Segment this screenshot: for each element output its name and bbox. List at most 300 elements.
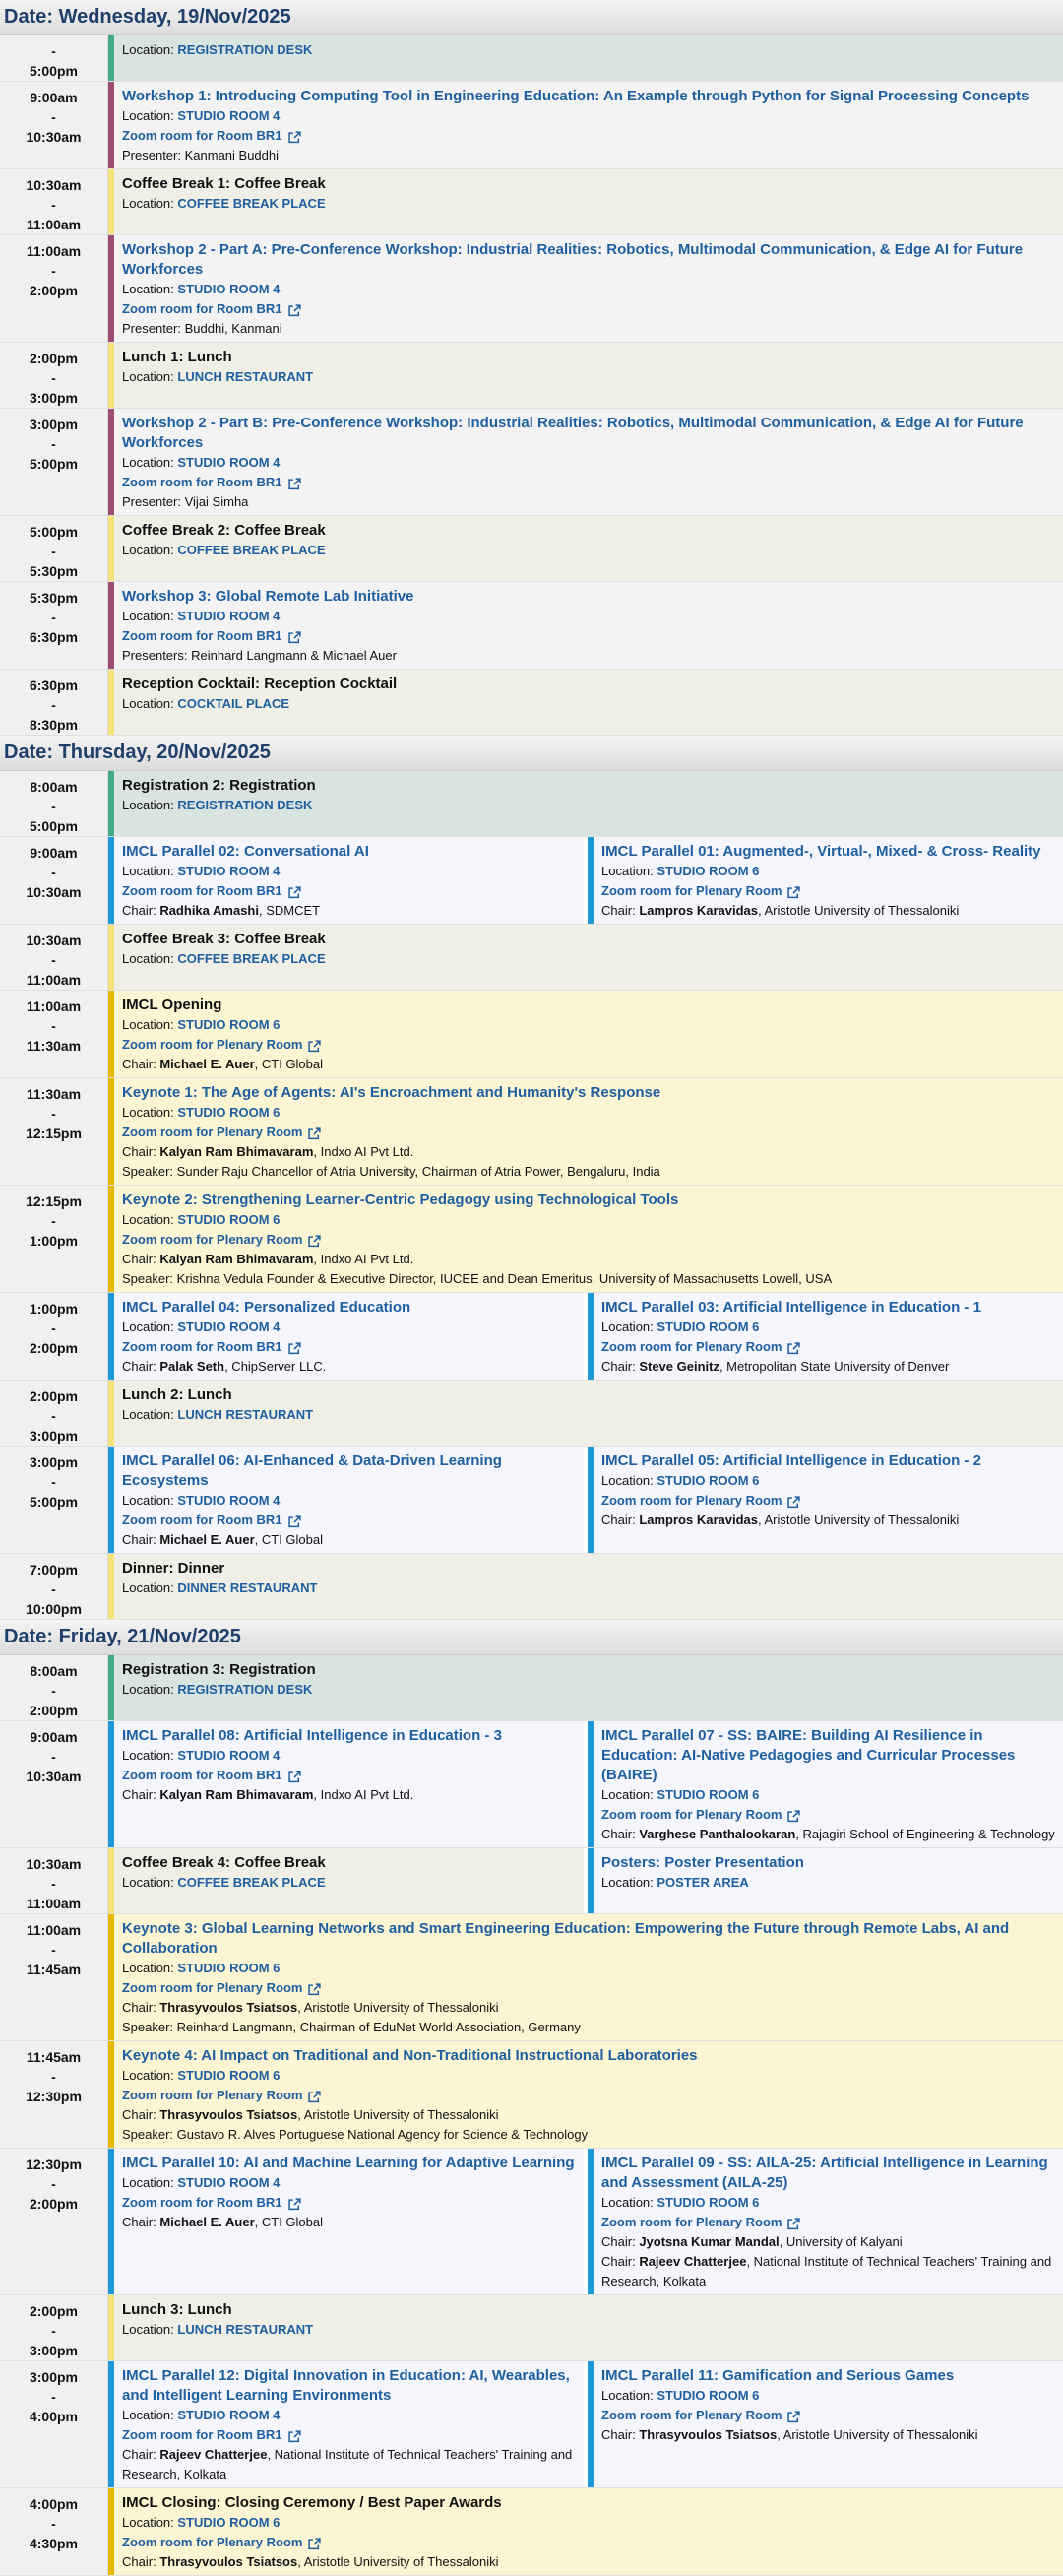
end-time: 5:00pm [29,63,79,79]
location-link[interactable]: STUDIO ROOM 4 [177,1493,281,1508]
location-link[interactable]: REGISTRATION DESK [177,42,313,57]
session-cells [108,1655,1063,1720]
session-color-bar [108,1721,114,1847]
location-label: Location: [122,1682,174,1697]
zoom-link[interactable] [122,2193,576,2213]
session-cell [108,2361,584,2487]
chair-org: , Aristotle University of Thessaloniki [777,2427,978,2442]
schedule-row [0,925,1063,991]
schedule-row [0,2295,1063,2361]
session-color-bar [108,670,114,735]
session-title: Registration 3: Registration [122,1661,316,1678]
end-time: 6:30pm [29,629,79,645]
chair-label: Chair: [122,1144,156,1159]
session-color-bar [108,1381,114,1446]
end-time: 2:00pm [29,1340,79,1356]
zoom-label[interactable]: Zoom room for Room BR1 [122,628,282,643]
location-link[interactable]: STUDIO ROOM 4 [177,108,281,123]
session-cell [108,169,1063,234]
zoom-link[interactable] [122,299,1055,319]
schedule-row [0,343,1063,409]
external-link-icon[interactable] [288,2197,300,2209]
location-link[interactable]: STUDIO ROOM 6 [177,1105,281,1120]
start-time: 9:00am [30,845,78,861]
session-title: Lunch 2: Lunch [122,1386,232,1403]
session-presenter [122,646,1055,666]
session-cell [108,516,1063,581]
location-link[interactable]: STUDIO ROOM 6 [657,2388,760,2403]
location-link[interactable]: STUDIO ROOM 6 [177,2515,281,2530]
session-color-bar [588,1293,594,1380]
time-slot [0,343,108,408]
zoom-link[interactable] [122,1766,576,1785]
location-link[interactable]: LUNCH RESTAURANT [177,1407,314,1422]
external-link-icon[interactable] [288,1341,300,1353]
zoom-link[interactable] [601,881,1055,901]
session-title[interactable]: Workshop 2 - Part A: Pre-Conference Workshop: Industrial Realities: Robotics, Multimodal Communication, & Edge AI for Future Workforces [122,241,1024,278]
session-title[interactable]: Workshop 3: Global Remote Lab Initiative [122,588,414,605]
session-title[interactable]: IMCL Parallel 06: AI-Enhanced & Data-Driven Learning Ecosystems [122,1452,502,1489]
session-title[interactable]: IMCL Parallel 10: AI and Machine Learning for Adaptive Learning [122,2155,575,2171]
zoom-label[interactable]: Zoom room for Room BR1 [122,1768,282,1782]
zoom-link[interactable] [122,1123,1055,1142]
time-slot [0,1914,108,2040]
location-label: Location: [122,543,174,557]
location-label: Location: [122,455,174,470]
session-location [122,1405,1055,1425]
end-time: 11:45am [26,1962,82,1977]
session-cell [108,1381,1063,1446]
start-time: 8:00am [30,779,78,795]
location-link[interactable]: STUDIO ROOM 6 [177,1017,281,1032]
zoom-link[interactable] [122,1035,1055,1055]
zoom-link[interactable] [601,1805,1055,1825]
session-title[interactable]: Workshop 2 - Part B: Pre-Conference Workshop: Industrial Realities: Robotics, Multimodal Communication, & Edge AI for Future Workforces [122,415,1024,451]
zoom-link[interactable] [601,1491,1055,1511]
speaker-label: Speaker: [122,2127,174,2142]
external-link-icon[interactable] [288,1770,300,1781]
zoom-link[interactable] [122,881,576,901]
session-chair [122,2552,1055,2572]
end-time: 12:30pm [26,2089,82,2104]
session-chair [122,1250,1055,1269]
zoom-label[interactable]: Zoom room for Plenary Room [122,2535,303,2549]
external-link-icon[interactable] [787,2410,799,2421]
end-time: 5:30pm [29,563,79,579]
external-link-icon[interactable] [288,1514,300,1526]
session-cells [108,582,1063,669]
external-link-icon[interactable] [787,1341,799,1353]
schedule-row [0,991,1063,1078]
location-link[interactable]: STUDIO ROOM 6 [657,1787,760,1802]
session-location [122,1873,576,1893]
session-cells [108,2361,1063,2487]
zoom-label[interactable]: Zoom room for Plenary Room [601,2215,782,2229]
external-link-icon[interactable] [308,2090,320,2101]
location-link[interactable]: STUDIO ROOM 6 [657,1320,760,1334]
session-location [122,2173,576,2193]
zoom-label[interactable]: Zoom room for Room BR1 [122,128,282,143]
external-link-icon[interactable] [787,1809,799,1821]
session-chair [122,1530,576,1550]
session-cell [588,2361,1063,2487]
time-slot [0,837,108,924]
external-link-icon[interactable] [308,1234,320,1246]
chair-label: Chair: [601,1513,636,1527]
time-separator: - [51,544,56,559]
zoom-label[interactable]: Zoom room for Plenary Room [122,1125,303,1139]
location-link[interactable]: STUDIO ROOM 4 [177,1320,281,1334]
session-cells [108,1447,1063,1553]
zoom-link[interactable] [122,473,1055,492]
start-time: 9:00am [30,1729,78,1745]
time-separator: - [51,1683,56,1699]
zoom-label[interactable]: Zoom room for Room BR1 [122,475,282,489]
session-title[interactable]: IMCL Parallel 09 - SS: AILA-25: Artificial Intelligence in Learning and Assessment (AILA-25) [601,2155,1048,2191]
session-cells [108,1721,1063,1847]
time-slot [0,1554,108,1619]
time-slot [0,235,108,342]
external-link-icon[interactable] [288,477,300,488]
zoom-link[interactable] [122,2425,576,2445]
presenter-label: Presenter: [122,321,181,336]
schedule-row [0,82,1063,169]
schedule-row [0,35,1063,82]
location-link[interactable]: STUDIO ROOM 4 [177,282,281,296]
chair-name: Kalyan Ram Bhimavaram [159,1252,314,1266]
schedule-row [0,1381,1063,1447]
location-link[interactable]: STUDIO ROOM 4 [177,2408,281,2422]
session-title[interactable]: Keynote 1: The Age of Agents: AI's Encroachment and Humanity's Response [122,1084,661,1101]
session-title: Lunch 1: Lunch [122,349,232,365]
location-link[interactable]: DINNER RESTAURANT [177,1580,318,1595]
session-cells [108,169,1063,234]
presenter-label: Presenter: [122,494,181,509]
end-time: 3:00pm [29,390,79,406]
external-link-icon[interactable] [288,2429,300,2441]
session-chair [122,2105,1055,2125]
chair-org: , ChipServer LLC. [224,1359,327,1374]
external-link-icon[interactable] [787,1495,799,1507]
session-title[interactable]: Keynote 3: Global Learning Networks and Smart Engineering Education: Empowering the Future through Remote Labs, AI and Collaboration [122,1920,1010,1957]
location-label: Location: [122,951,174,966]
session-location [122,862,576,881]
end-time: 2:00pm [29,283,79,298]
speaker-label: Speaker: [122,2020,174,2034]
start-time: 12:15pm [26,1193,82,1209]
speaker-name: Gustavo R. Alves Portuguese National Agency for Science & Technology [176,2127,589,2142]
zoom-label[interactable]: Zoom room for Room BR1 [122,301,282,316]
zoom-link[interactable] [122,126,1055,146]
start-time: 8:00am [30,1663,78,1679]
schedule-row [0,1848,1063,1914]
session-location [122,1015,1055,1035]
time-slot [0,925,108,990]
location-label: Location: [122,42,174,57]
location-link[interactable]: STUDIO ROOM 6 [177,2068,281,2083]
session-cells [108,2149,1063,2294]
session-chair [601,1825,1055,1844]
time-slot [0,82,108,168]
session-chair [122,2445,576,2484]
start-time: 2:00pm [29,2303,79,2319]
session-location [122,1959,1055,1978]
location-link[interactable]: STUDIO ROOM 4 [177,1748,281,1763]
zoom-label[interactable]: Zoom room for Plenary Room [601,1807,782,1822]
session-title[interactable]: IMCL Parallel 05: Artificial Intelligence in Education - 2 [601,1452,981,1469]
session-cell [108,2295,1063,2360]
location-link[interactable]: COFFEE BREAK PLACE [177,196,326,211]
location-label: Location: [122,369,174,384]
session-title[interactable]: Posters: Poster Presentation [601,1854,804,1871]
end-time: 11:00am [26,217,82,232]
location-link[interactable]: REGISTRATION DESK [177,798,313,812]
session-color-bar [108,35,114,81]
start-time: 4:00pm [29,2496,79,2512]
chair-name: Thrasyvoulos Tsiatsos [159,2107,298,2122]
session-cell [108,925,1063,990]
zoom-label[interactable]: Zoom room for Room BR1 [122,2195,282,2210]
time-slot [0,35,108,81]
session-location [601,1785,1055,1805]
time-slot [0,409,108,515]
session-color-bar [108,2488,114,2575]
session-color-bar [588,2149,594,2294]
location-link[interactable]: COFFEE BREAK PLACE [177,1875,326,1890]
external-link-icon[interactable] [308,1127,320,1138]
chair-name: Kalyan Ram Bhimavaram [159,1144,314,1159]
zoom-label[interactable]: Zoom room for Plenary Room [122,1037,303,1052]
session-title[interactable]: Keynote 4: AI Impact on Traditional and Non-Traditional Instructional Laboratories [122,2047,698,2064]
session-cell [588,2149,1063,2294]
session-cell [108,1293,584,1380]
session-cell [108,82,1063,168]
zoom-label[interactable]: Zoom room for Room BR1 [122,883,282,898]
location-link[interactable]: REGISTRATION DESK [177,1682,313,1697]
location-link[interactable]: COFFEE BREAK PLACE [177,951,326,966]
time-slot [0,516,108,581]
session-title[interactable]: IMCL Parallel 08: Artificial Intelligence in Education - 3 [122,1727,502,1744]
location-link[interactable]: STUDIO ROOM 6 [657,864,760,878]
session-cells [108,991,1063,1077]
schedule-row [0,1447,1063,1554]
location-label: Location: [601,2388,654,2403]
external-link-icon[interactable] [308,2537,320,2548]
external-link-icon[interactable] [288,630,300,642]
session-chair [601,2425,1055,2445]
zoom-link[interactable] [601,2213,1055,2232]
end-time: 5:00pm [29,1494,79,1510]
schedule-row [0,1293,1063,1381]
session-cell [108,1554,1063,1619]
start-time: 3:00pm [29,417,79,432]
zoom-label[interactable]: Zoom room for Plenary Room [601,1339,782,1354]
location-link[interactable]: STUDIO ROOM 4 [177,2175,281,2190]
chair-name: Rajeev Chatterjee [639,2254,747,2269]
chair-name: Kalyan Ram Bhimavaram [159,1787,314,1802]
session-cell [108,1721,584,1847]
session-cell [588,837,1063,924]
chair-label: Chair: [601,2254,636,2269]
location-link[interactable]: COCKTAIL PLACE [177,696,290,711]
chair-org: , Aristotle University of Thessaloniki [297,2107,499,2122]
session-location [122,40,1055,60]
location-label: Location: [122,282,174,296]
chair-org: , CTI Global [254,2215,323,2229]
start-time: 11:45am [26,2049,82,2065]
location-link[interactable]: STUDIO ROOM 6 [177,1961,281,1975]
chair-label: Chair: [601,1359,636,1374]
zoom-label[interactable]: Zoom room for Plenary Room [601,2408,782,2422]
zoom-link[interactable] [122,1978,1055,1998]
zoom-link[interactable] [122,2086,1055,2105]
session-title: Coffee Break 1: Coffee Break [122,175,326,192]
time-slot [0,2361,108,2487]
session-title[interactable]: IMCL Parallel 11: Gamification and Serious Games [601,2367,955,2384]
zoom-link[interactable] [122,1230,1055,1250]
chair-label: Chair: [601,1827,636,1841]
session-title[interactable]: IMCL Parallel 02: Conversational AI [122,843,369,860]
time-separator: - [51,370,56,386]
session-title[interactable]: IMCL Parallel 07 - SS: BAIRE: Building AI Resilience in Education: AI-Native Pedagogies and Curricular Processes (BAIRE) [601,1727,1016,1783]
external-link-icon[interactable] [308,1039,320,1051]
location-link[interactable]: STUDIO ROOM 6 [177,1212,281,1227]
session-location [601,1318,1055,1337]
start-time: 5:30pm [29,590,79,606]
session-location [122,280,1055,299]
session-location [122,1103,1055,1123]
session-location [122,1680,1055,1700]
presenter-name: Reinhard Langmann & Michael Auer [191,648,397,663]
session-chair [601,1357,1055,1377]
time-slot [0,169,108,234]
schedule-row [0,2488,1063,2576]
session-title[interactable]: IMCL Parallel 03: Artificial Intelligence in Education - 1 [601,1299,981,1316]
session-color-bar [108,1914,114,2040]
external-link-icon[interactable] [288,885,300,897]
session-location [122,2066,1055,2086]
session-color-bar [108,235,114,342]
location-label: Location: [601,1875,654,1890]
zoom-label[interactable]: Zoom room for Plenary Room [122,1232,303,1247]
zoom-link[interactable] [122,1337,576,1357]
zoom-link[interactable] [122,626,1055,646]
location-link[interactable]: STUDIO ROOM 4 [177,455,281,470]
session-title[interactable]: IMCL Parallel 12: Digital Innovation in Education: AI, Wearables, and Intelligent Learning Environments [122,2367,570,2404]
session-cell [108,343,1063,408]
session-location [122,2406,576,2425]
session-color-bar [108,1554,114,1619]
time-separator: - [51,1474,56,1490]
session-title[interactable]: IMCL Parallel 04: Personalized Education [122,1299,411,1316]
chair-name: Jyotsna Kumar Mandal [639,2234,780,2249]
location-label: Location: [122,864,174,878]
session-location [122,194,1055,214]
presenter-name: Vijai Simha [184,494,249,509]
chair-label: Chair: [122,1787,156,1802]
end-time: 8:30pm [29,717,79,733]
zoom-link[interactable] [122,2533,1055,2552]
session-chair [122,1142,1055,1162]
chair-org: , National Institute of Technical Teachers' Training and Research, Kolkata [122,2447,573,2481]
session-location [122,1210,1055,1230]
time-slot [0,1848,108,1913]
session-location [601,1873,1055,1893]
session-cell [108,837,584,924]
location-label: Location: [601,1473,654,1488]
session-cell [108,1655,1063,1720]
location-link[interactable]: STUDIO ROOM 4 [177,864,281,878]
session-title[interactable]: Keynote 2: Strengthening Learner-Centric Pedagogy using Technological Tools [122,1191,679,1208]
session-title[interactable]: IMCL Parallel 01: Augmented-, Virtual-, Mixed- & Cross- Reality [601,843,1041,860]
session-cell [108,1848,584,1913]
zoom-label[interactable]: Zoom room for Room BR1 [122,1339,282,1354]
session-cells [108,1554,1063,1619]
zoom-label[interactable]: Zoom room for Plenary Room [122,1980,303,1995]
external-link-icon[interactable] [288,130,300,142]
location-link[interactable]: LUNCH RESTAURANT [177,2322,314,2337]
zoom-label[interactable]: Zoom room for Room BR1 [122,2427,282,2442]
session-title: Coffee Break 2: Coffee Break [122,522,326,539]
chair-org: , National Institute of Technical Teachers' Training and Research, Kolkata [601,2254,1052,2288]
location-link[interactable]: STUDIO ROOM 6 [657,2195,760,2210]
external-link-icon[interactable] [787,885,799,897]
zoom-link[interactable] [601,2406,1055,2425]
location-label: Location: [122,1580,174,1595]
session-location [122,541,1055,560]
schedule-row [0,1914,1063,2041]
zoom-label[interactable]: Zoom room for Plenary Room [601,883,782,898]
zoom-label[interactable]: Zoom room for Plenary Room [601,1493,782,1508]
schedule-row [0,235,1063,343]
chair-label: Chair: [122,2554,156,2569]
location-link[interactable]: POSTER AREA [657,1875,749,1890]
external-link-icon[interactable] [288,303,300,315]
start-time: 7:00pm [29,1562,79,1578]
session-location [601,862,1055,881]
session-location [122,1318,576,1337]
presenter-name: Buddhi, Kanmani [184,321,282,336]
end-time: 11:30am [26,1038,82,1054]
zoom-label[interactable]: Zoom room for Room BR1 [122,1513,282,1527]
speaker-name: Krishna Vedula Founder & Executive Director, IUCEE and Dean Emeritus, University of Massachusetts Lowell, USA [176,1271,833,1286]
external-link-icon[interactable] [787,2217,799,2228]
location-link[interactable]: STUDIO ROOM 6 [657,1473,760,1488]
session-cell [108,771,1063,836]
chair-org: , Aristotle University of Thessaloniki [297,2000,499,2015]
end-time: 10:30am [26,884,82,900]
location-label: Location: [601,2195,654,2210]
external-link-icon[interactable] [308,1982,320,1994]
chair-org: , Metropolitan State University of Denver [719,1359,950,1374]
end-time: 12:15pm [26,1126,82,1141]
location-label: Location: [122,1493,174,1508]
location-link[interactable]: COFFEE BREAK PLACE [177,543,326,557]
zoom-label[interactable]: Zoom room for Plenary Room [122,2088,303,2102]
location-link[interactable]: LUNCH RESTAURANT [177,369,314,384]
location-label: Location: [122,2515,174,2530]
start-time: 12:30pm [26,2157,82,2172]
zoom-link[interactable] [122,1511,576,1530]
session-cells [108,409,1063,515]
zoom-link[interactable] [601,1337,1055,1357]
session-title[interactable]: Workshop 1: Introducing Computing Tool in Engineering Education: An Example through Python for Signal Processing Concepts [122,88,1030,104]
location-link[interactable]: STUDIO ROOM 4 [177,609,281,623]
session-color-bar [108,1848,114,1913]
session-color-bar [108,925,114,990]
end-time: 11:00am [26,1896,82,1911]
time-slot [0,2488,108,2575]
